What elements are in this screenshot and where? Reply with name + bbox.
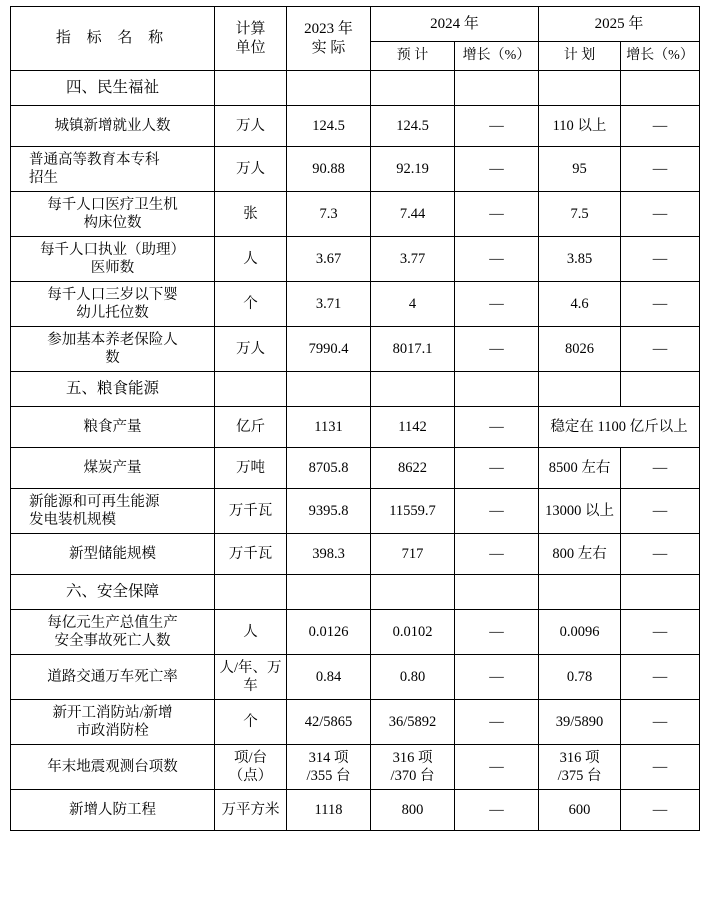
- row-unit: 万千瓦: [215, 534, 287, 575]
- row-unit: [215, 655, 287, 700]
- row-indicator-name: 煤炭产量: [11, 448, 215, 489]
- row-unit: 万人: [215, 327, 287, 372]
- section-blank-growth2: [621, 575, 700, 610]
- row-name-line2: 发电装机规模: [29, 512, 116, 528]
- row-indicator-name: 新增人防工程: [11, 790, 215, 831]
- header-2024-growth: 增长（%）: [455, 42, 539, 71]
- row-estimate-2024: 36/5892: [371, 700, 455, 745]
- section-blank-unit: [215, 71, 287, 106]
- row-indicator-name: [11, 237, 215, 282]
- table-row: [11, 745, 700, 790]
- row-growth-2024: —: [455, 790, 539, 831]
- row-plan-2025: 0.78: [539, 655, 621, 700]
- row-name-line2: 数: [105, 350, 120, 366]
- row-estimate-2024: 7.44: [371, 192, 455, 237]
- row-actual-line1: 314 项: [308, 749, 349, 766]
- section-title: 四、民生福祉: [11, 71, 215, 106]
- row-name-line2: 幼儿托位数: [76, 305, 149, 321]
- table-body: [11, 71, 700, 831]
- header-year-2025: 2025 年: [539, 7, 700, 42]
- row-estimate-2024: 124.5: [371, 106, 455, 147]
- row-actual-2023: 7.3: [287, 192, 371, 237]
- table-row: [11, 534, 700, 575]
- row-name-line2: 医师数: [90, 260, 135, 276]
- row-unit: 张: [215, 192, 287, 237]
- row-growth-2024: —: [455, 610, 539, 655]
- row-growth-2025: —: [621, 192, 700, 237]
- row-estimate-2024: 3.77: [371, 237, 455, 282]
- section-blank-growth1: [455, 372, 539, 407]
- row-estimate-2024: 4: [371, 282, 455, 327]
- row-unit: 个: [215, 282, 287, 327]
- row-actual-2023: 3.67: [287, 237, 371, 282]
- row-growth-2024: —: [455, 407, 539, 448]
- row-plan-2025: 8026: [539, 327, 621, 372]
- row-name-line2: 安全事故死亡人数: [54, 633, 171, 649]
- header-indicator-name: 指 标 名 称: [11, 7, 215, 71]
- row-estimate-line1: 316 项: [392, 749, 433, 766]
- row-growth-2025: —: [621, 790, 700, 831]
- row-actual-2023: [287, 745, 371, 790]
- row-actual-2023: 8705.8: [287, 448, 371, 489]
- row-growth-2025: —: [621, 610, 700, 655]
- row-estimate-2024: 11559.7: [371, 489, 455, 534]
- row-unit: 个: [215, 700, 287, 745]
- row-unit: 人: [215, 237, 287, 282]
- table-header: [11, 7, 700, 71]
- header-2025-growth: 增长（%）: [621, 42, 700, 71]
- row-plan-2025: 95: [539, 147, 621, 192]
- row-indicator-name: 年末地震观测台项数: [11, 745, 215, 790]
- section-blank-growth2: [621, 71, 700, 106]
- row-name-line1: 普通高等教育本专科: [29, 151, 160, 168]
- row-indicator-name: [11, 147, 215, 192]
- row-growth-2025: —: [621, 700, 700, 745]
- row-indicator-name: [11, 327, 215, 372]
- row-actual-2023: 0.84: [287, 655, 371, 700]
- row-name-line2: 市政消防栓: [76, 723, 149, 739]
- table-row: [11, 147, 700, 192]
- header-row-1: [11, 7, 700, 42]
- row-growth-2024: —: [455, 448, 539, 489]
- table-row: [11, 700, 700, 745]
- row-name-line2: 招生: [29, 170, 58, 186]
- row-indicator-name: [11, 610, 215, 655]
- header-2023-line1: 2023 年: [304, 20, 353, 37]
- row-estimate-2024: 1142: [371, 407, 455, 448]
- table-row: [11, 489, 700, 534]
- row-estimate-2024: 8622: [371, 448, 455, 489]
- row-name-line1: 参加基本养老保险人: [47, 331, 178, 348]
- row-name-line1: 新能源和可再生能源: [29, 493, 160, 510]
- section-blank-plan: [539, 372, 621, 407]
- row-actual-2023: 398.3: [287, 534, 371, 575]
- row-unit: 亿斤: [215, 407, 287, 448]
- row-name-line1: 每亿元生产总值生产: [47, 614, 178, 631]
- row-estimate-2024: 8017.1: [371, 327, 455, 372]
- section-blank-est: [371, 372, 455, 407]
- row-growth-2025: —: [621, 237, 700, 282]
- header-2024-estimate: 预 计: [371, 42, 455, 71]
- row-growth-2025: —: [621, 655, 700, 700]
- table-row: [11, 327, 700, 372]
- section-blank-unit: [215, 372, 287, 407]
- row-plan-2025: [539, 745, 621, 790]
- row-estimate-2024: 800: [371, 790, 455, 831]
- row-unit: 万人: [215, 106, 287, 147]
- row-growth-2025: —: [621, 534, 700, 575]
- plan-indicator-table: [10, 6, 700, 831]
- row-name-line1: 每千人口三岁以下婴: [47, 286, 178, 303]
- row-growth-2024: —: [455, 192, 539, 237]
- row-actual-2023: 7990.4: [287, 327, 371, 372]
- row-estimate-2024: [371, 745, 455, 790]
- row-unit: 万平方米: [215, 790, 287, 831]
- table-row: [11, 790, 700, 831]
- row-unit-line2: 车: [243, 678, 258, 694]
- table-row: [11, 192, 700, 237]
- table-row: [11, 282, 700, 327]
- row-plan-2025: 600: [539, 790, 621, 831]
- row-growth-2025: —: [621, 282, 700, 327]
- header-2025-plan: 计 划: [539, 42, 621, 71]
- row-actual-2023: 1131: [287, 407, 371, 448]
- row-growth-2025: —: [621, 448, 700, 489]
- row-name-line1: 每千人口医疗卫生机: [47, 196, 178, 213]
- row-indicator-name: 粮食产量: [11, 407, 215, 448]
- row-plan-2025: 39/5890: [539, 700, 621, 745]
- row-indicator-name: [11, 489, 215, 534]
- table-row: [11, 106, 700, 147]
- row-growth-2025: —: [621, 147, 700, 192]
- row-growth-2024: —: [455, 147, 539, 192]
- row-growth-2025: —: [621, 106, 700, 147]
- header-unit: [215, 7, 287, 71]
- section-blank-growth2: [621, 372, 700, 407]
- row-unit: 万人: [215, 147, 287, 192]
- row-estimate-2024: 0.0102: [371, 610, 455, 655]
- row-unit: 人: [215, 610, 287, 655]
- row-actual-line2: /355 台: [306, 768, 351, 784]
- row-indicator-name: 城镇新增就业人数: [11, 106, 215, 147]
- row-estimate-2024: 92.19: [371, 147, 455, 192]
- row-plan-2025: 13000 以上: [539, 489, 621, 534]
- row-actual-2023: 90.88: [287, 147, 371, 192]
- row-indicator-name: 道路交通万车死亡率: [11, 655, 215, 700]
- row-indicator-name: [11, 192, 215, 237]
- row-name-line1: 新开工消防站/新增: [52, 704, 173, 721]
- row-growth-2025: —: [621, 489, 700, 534]
- row-growth-2025: —: [621, 327, 700, 372]
- row-unit: 万千瓦: [215, 489, 287, 534]
- row-actual-2023: 1118: [287, 790, 371, 831]
- row-growth-2024: —: [455, 237, 539, 282]
- section-blank-growth1: [455, 575, 539, 610]
- row-plan-2025: 3.85: [539, 237, 621, 282]
- header-2023-actual: [287, 7, 371, 71]
- row-growth-2025: —: [621, 745, 700, 790]
- row-growth-2024: —: [455, 489, 539, 534]
- section-blank-actual: [287, 372, 371, 407]
- row-plan-2025: 7.5: [539, 192, 621, 237]
- table-row: [11, 448, 700, 489]
- row-unit-line1: 项/台: [233, 749, 268, 766]
- section-blank-est: [371, 71, 455, 106]
- row-actual-2023: 124.5: [287, 106, 371, 147]
- section-title: 六、安全保障: [11, 575, 215, 610]
- section-blank-actual: [287, 71, 371, 106]
- row-plan-2025: 800 左右: [539, 534, 621, 575]
- row-unit-line1: 人/年、万: [219, 659, 282, 676]
- table-row: [11, 237, 700, 282]
- row-indicator-name: [11, 282, 215, 327]
- row-name-line1: 每千人口执业（助理）: [40, 241, 185, 258]
- table-row: [11, 407, 700, 448]
- row-plan-2025: 8500 左右: [539, 448, 621, 489]
- row-growth-2024: —: [455, 282, 539, 327]
- row-indicator-name: 新型储能规模: [11, 534, 215, 575]
- row-estimate-2024: 717: [371, 534, 455, 575]
- row-growth-2024: —: [455, 327, 539, 372]
- section-blank-plan: [539, 71, 621, 106]
- row-name-line2: 构床位数: [83, 215, 142, 231]
- row-plan-line2: /375 台: [557, 768, 602, 784]
- section-row: [11, 372, 700, 407]
- row-plan-line1: 316 项: [559, 749, 600, 766]
- section-blank-unit: [215, 575, 287, 610]
- row-plan-2025: 4.6: [539, 282, 621, 327]
- header-2023-line2: 实 际: [311, 39, 346, 56]
- row-growth-2024: —: [455, 700, 539, 745]
- row-estimate-line2: /370 台: [390, 768, 435, 784]
- row-growth-2024: —: [455, 655, 539, 700]
- table-row: [11, 610, 700, 655]
- table-row: [11, 655, 700, 700]
- row-growth-2024: —: [455, 745, 539, 790]
- section-title: 五、粮食能源: [11, 372, 215, 407]
- row-actual-2023: 3.71: [287, 282, 371, 327]
- section-blank-growth1: [455, 71, 539, 106]
- section-blank-actual: [287, 575, 371, 610]
- row-indicator-name: [11, 700, 215, 745]
- section-row: [11, 71, 700, 106]
- row-actual-2023: 42/5865: [287, 700, 371, 745]
- header-year-2024: 2024 年: [371, 7, 539, 42]
- row-unit: [215, 745, 287, 790]
- row-estimate-2024: 0.80: [371, 655, 455, 700]
- section-blank-est: [371, 575, 455, 610]
- row-growth-2024: —: [455, 106, 539, 147]
- section-row: [11, 575, 700, 610]
- row-actual-2023: 9395.8: [287, 489, 371, 534]
- row-unit: 万吨: [215, 448, 287, 489]
- row-plan-2025: 0.0096: [539, 610, 621, 655]
- section-blank-plan: [539, 575, 621, 610]
- row-plan-2025: 稳定在 1100 亿斤以上: [539, 407, 700, 448]
- header-unit-line2: 单位: [235, 39, 266, 56]
- row-growth-2024: —: [455, 534, 539, 575]
- row-unit-line2: （点）: [228, 768, 273, 784]
- row-plan-2025: 110 以上: [539, 106, 621, 147]
- header-unit-line1: 计算: [235, 20, 266, 37]
- row-actual-2023: 0.0126: [287, 610, 371, 655]
